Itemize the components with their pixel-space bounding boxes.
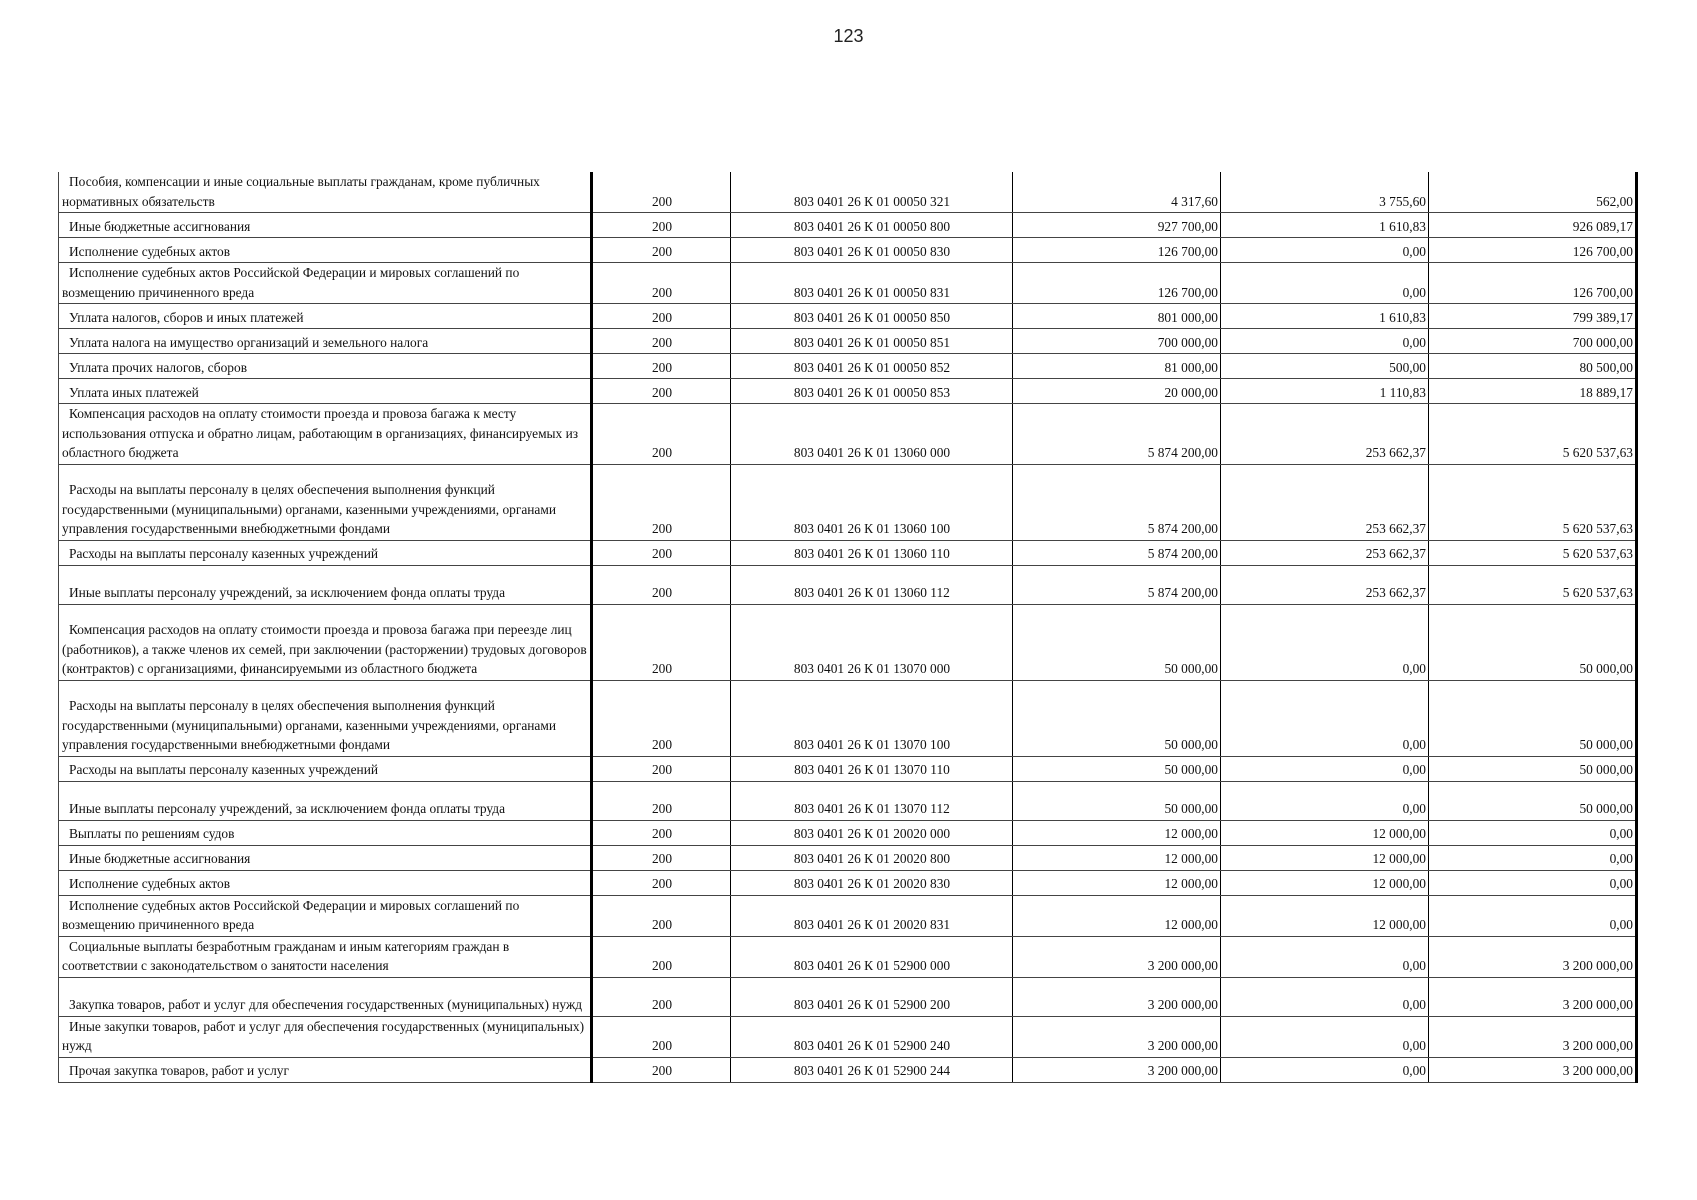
approved-amount-cell: 927 700,00 — [1013, 213, 1221, 238]
table-row — [59, 756, 1637, 781]
unexecuted-amount-cell: 50 000,00 — [1429, 680, 1637, 756]
row-name-cell — [59, 895, 592, 936]
row-name-cell — [59, 404, 592, 465]
budget-code-cell: 803 0401 26 К 01 13070 100 — [731, 680, 1013, 756]
unexecuted-amount-cell: 3 200 000,00 — [1429, 977, 1637, 1016]
executed-amount-cell: 253 662,37 — [1221, 404, 1429, 465]
row-name-text: Расходы на выплаты персоналу казенных учреждений — [69, 546, 379, 561]
executed-amount-cell: 253 662,37 — [1221, 565, 1429, 604]
executed-amount-cell: 12 000,00 — [1221, 845, 1429, 870]
line-code-cell: 200 — [592, 756, 731, 781]
line-code-cell: 200 — [592, 304, 731, 329]
row-name-cell — [59, 354, 592, 379]
row-name-cell — [59, 379, 592, 404]
approved-amount-cell: 12 000,00 — [1013, 845, 1221, 870]
row-name-text: Иные выплаты персоналу учреждений, за исключением фонда оплаты труда — [69, 801, 506, 816]
executed-amount-cell: 253 662,37 — [1221, 464, 1429, 540]
line-code-cell: 200 — [592, 213, 731, 238]
row-name-text: Расходы на выплаты персоналу в целях обеспечения выполнения функций государственными (муниципальными) органами, казенными учреждениями, органами управления государственными внебюджетными фондами — [62, 482, 557, 536]
approved-amount-cell: 12 000,00 — [1013, 895, 1221, 936]
budget-code-cell: 803 0401 26 К 01 13060 100 — [731, 464, 1013, 540]
table-row — [59, 1016, 1637, 1057]
unexecuted-amount-cell: 0,00 — [1429, 820, 1637, 845]
table-row — [59, 820, 1637, 845]
budget-code-cell: 803 0401 26 К 01 00050 850 — [731, 304, 1013, 329]
unexecuted-amount-cell: 5 620 537,63 — [1429, 404, 1637, 465]
approved-amount-cell: 5 874 200,00 — [1013, 540, 1221, 565]
unexecuted-amount-cell: 50 000,00 — [1429, 604, 1637, 680]
unexecuted-amount-cell: 926 089,17 — [1429, 213, 1637, 238]
approved-amount-cell: 801 000,00 — [1013, 304, 1221, 329]
approved-amount-cell: 20 000,00 — [1013, 379, 1221, 404]
executed-amount-cell: 0,00 — [1221, 756, 1429, 781]
budget-code-cell: 803 0401 26 К 01 13060 000 — [731, 404, 1013, 465]
unexecuted-amount-cell: 50 000,00 — [1429, 781, 1637, 820]
budget-code-cell: 803 0401 26 К 01 52900 240 — [731, 1016, 1013, 1057]
budget-code-cell: 803 0401 26 К 01 00050 830 — [731, 238, 1013, 263]
approved-amount-cell: 3 200 000,00 — [1013, 1016, 1221, 1057]
line-code-cell: 200 — [592, 329, 731, 354]
line-code-cell: 200 — [592, 172, 731, 213]
unexecuted-amount-cell: 0,00 — [1429, 845, 1637, 870]
budget-code-cell: 803 0401 26 К 01 00050 800 — [731, 213, 1013, 238]
line-code-cell: 200 — [592, 1057, 731, 1082]
approved-amount-cell: 5 874 200,00 — [1013, 464, 1221, 540]
row-name-text: Уплата прочих налогов, сборов — [69, 359, 248, 375]
unexecuted-amount-cell: 18 889,17 — [1429, 379, 1637, 404]
table-row — [59, 845, 1637, 870]
table-row — [59, 895, 1637, 936]
row-name-cell — [59, 870, 592, 895]
table-row — [59, 329, 1637, 354]
table-row — [59, 354, 1637, 379]
page-number: 123 — [833, 26, 864, 46]
table-row — [59, 379, 1637, 404]
approved-amount-cell: 50 000,00 — [1013, 604, 1221, 680]
line-code-cell: 200 — [592, 820, 731, 845]
table-row — [59, 464, 1637, 540]
row-name-text: Закупка товаров, работ и услуг для обеспечения государственных (муниципальных) нужд — [69, 997, 583, 1012]
approved-amount-cell: 5 874 200,00 — [1013, 565, 1221, 604]
line-code-cell: 200 — [592, 238, 731, 263]
table-row — [59, 936, 1637, 977]
table-row — [59, 263, 1637, 304]
line-code-cell: 200 — [592, 604, 731, 680]
row-name-text: Исполнение судебных актов Российской Федерации и мировых соглашений по возмещению причиненного вреда — [62, 897, 520, 932]
unexecuted-amount-cell: 0,00 — [1429, 895, 1637, 936]
budget-code-cell: 803 0401 26 К 01 13070 112 — [731, 781, 1013, 820]
executed-amount-cell: 500,00 — [1221, 354, 1429, 379]
executed-amount-cell: 0,00 — [1221, 238, 1429, 263]
row-name-cell — [59, 820, 592, 845]
unexecuted-amount-cell: 3 200 000,00 — [1429, 1016, 1637, 1057]
table-row — [59, 172, 1637, 213]
budget-code-cell: 803 0401 26 К 01 00050 831 — [731, 263, 1013, 304]
line-code-cell: 200 — [592, 263, 731, 304]
row-name-text: Пособия, компенсации и иные социальные выплаты гражданам, кроме публичных нормативных обязательств — [62, 174, 540, 209]
row-name-cell — [59, 329, 592, 354]
row-name-cell — [59, 540, 592, 565]
executed-amount-cell: 1 610,83 — [1221, 213, 1429, 238]
line-code-cell: 200 — [592, 781, 731, 820]
row-name-cell — [59, 1057, 592, 1082]
row-name-cell — [59, 565, 592, 604]
executed-amount-cell: 0,00 — [1221, 781, 1429, 820]
executed-amount-cell: 0,00 — [1221, 1016, 1429, 1057]
table-row — [59, 404, 1637, 465]
line-code-cell: 200 — [592, 1016, 731, 1057]
table-row — [59, 1057, 1637, 1082]
approved-amount-cell: 81 000,00 — [1013, 354, 1221, 379]
budget-code-cell: 803 0401 26 К 01 13070 000 — [731, 604, 1013, 680]
row-name-text: Уплата налогов, сборов и иных платежей — [69, 309, 304, 325]
row-name-cell — [59, 936, 592, 977]
table-row — [59, 565, 1637, 604]
budget-execution-table — [58, 172, 1638, 1083]
line-code-cell: 200 — [592, 464, 731, 540]
table-row — [59, 540, 1637, 565]
table-row — [59, 213, 1637, 238]
row-name-cell — [59, 464, 592, 540]
executed-amount-cell: 12 000,00 — [1221, 820, 1429, 845]
budget-code-cell: 803 0401 26 К 01 00050 851 — [731, 329, 1013, 354]
unexecuted-amount-cell: 700 000,00 — [1429, 329, 1637, 354]
unexecuted-amount-cell: 3 200 000,00 — [1429, 1057, 1637, 1082]
row-name-cell — [59, 977, 592, 1016]
executed-amount-cell: 1 110,83 — [1221, 379, 1429, 404]
line-code-cell: 200 — [592, 936, 731, 977]
row-name-cell — [59, 680, 592, 756]
row-name-text: Компенсация расходов на оплату стоимости проезда и провоза багажа к месту использования отпуска и обратно лицам, работающим в организациях, финансируемых из областного бюджета — [62, 406, 579, 460]
budget-code-cell: 803 0401 26 К 01 52900 200 — [731, 977, 1013, 1016]
row-name-text: Прочая закупка товаров, работ и услуг — [69, 1063, 289, 1078]
line-code-cell: 200 — [592, 680, 731, 756]
table-row — [59, 604, 1637, 680]
row-name-text: Иные бюджетные ассигнования — [69, 851, 251, 866]
budget-code-cell: 803 0401 26 К 01 13060 112 — [731, 565, 1013, 604]
table-row — [59, 680, 1637, 756]
budget-code-cell: 803 0401 26 К 01 13060 110 — [731, 540, 1013, 565]
approved-amount-cell: 50 000,00 — [1013, 680, 1221, 756]
row-name-cell — [59, 756, 592, 781]
executed-amount-cell: 253 662,37 — [1221, 540, 1429, 565]
budget-code-cell: 803 0401 26 К 01 20020 000 — [731, 820, 1013, 845]
executed-amount-cell: 0,00 — [1221, 680, 1429, 756]
approved-amount-cell: 5 874 200,00 — [1013, 404, 1221, 465]
row-name-text: Исполнение судебных актов Российской Федерации и мировых соглашений по возмещению причиненного вреда — [62, 265, 520, 300]
row-name-text: Компенсация расходов на оплату стоимости проезда и провоза багажа при переезде лиц (работников), а также членов их семей, при заключении (расторжении) трудовых договоров (контрактов) с организациями, финансируемыми из областного бюджета — [62, 622, 587, 676]
line-code-cell: 200 — [592, 977, 731, 1016]
unexecuted-amount-cell: 126 700,00 — [1429, 263, 1637, 304]
row-name-text: Исполнение судебных актов — [69, 243, 231, 259]
executed-amount-cell: 0,00 — [1221, 263, 1429, 304]
approved-amount-cell: 3 200 000,00 — [1013, 1057, 1221, 1082]
line-code-cell: 200 — [592, 895, 731, 936]
row-name-cell — [59, 781, 592, 820]
row-name-text: Исполнение судебных актов — [69, 876, 231, 891]
approved-amount-cell: 3 200 000,00 — [1013, 936, 1221, 977]
line-code-cell: 200 — [592, 565, 731, 604]
approved-amount-cell: 12 000,00 — [1013, 870, 1221, 895]
budget-code-cell: 803 0401 26 К 01 13070 110 — [731, 756, 1013, 781]
row-name-text: Выплаты по решениям судов — [69, 826, 235, 841]
unexecuted-amount-cell: 799 389,17 — [1429, 304, 1637, 329]
table-body — [59, 172, 1637, 1082]
unexecuted-amount-cell: 5 620 537,63 — [1429, 464, 1637, 540]
approved-amount-cell: 50 000,00 — [1013, 781, 1221, 820]
row-name-text: Расходы на выплаты персоналу в целях обеспечения выполнения функций государственными (муниципальными) органами, казенными учреждениями, органами управления государственными внебюджетными фондами — [62, 698, 557, 752]
row-name-cell — [59, 304, 592, 329]
executed-amount-cell: 0,00 — [1221, 329, 1429, 354]
budget-code-cell: 803 0401 26 К 01 00050 853 — [731, 379, 1013, 404]
unexecuted-amount-cell: 562,00 — [1429, 172, 1637, 213]
executed-amount-cell: 1 610,83 — [1221, 304, 1429, 329]
unexecuted-amount-cell: 3 200 000,00 — [1429, 936, 1637, 977]
table-row — [59, 870, 1637, 895]
unexecuted-amount-cell: 0,00 — [1429, 870, 1637, 895]
table-row — [59, 238, 1637, 263]
line-code-cell: 200 — [592, 404, 731, 465]
budget-code-cell: 803 0401 26 К 01 00050 321 — [731, 172, 1013, 213]
approved-amount-cell: 3 200 000,00 — [1013, 977, 1221, 1016]
row-name-text: Уплата налога на имущество организаций и земельного налога — [69, 334, 429, 350]
row-name-text: Социальные выплаты безработным гражданам и иным категориям граждан в соответствии с законодательством о занятости населения — [62, 938, 510, 973]
row-name-cell — [59, 213, 592, 238]
executed-amount-cell: 0,00 — [1221, 604, 1429, 680]
line-code-cell: 200 — [592, 870, 731, 895]
budget-code-cell: 803 0401 26 К 01 52900 244 — [731, 1057, 1013, 1082]
row-name-cell — [59, 604, 592, 680]
table-row — [59, 977, 1637, 1016]
executed-amount-cell: 0,00 — [1221, 936, 1429, 977]
table-row — [59, 304, 1637, 329]
unexecuted-amount-cell: 126 700,00 — [1429, 238, 1637, 263]
row-name-cell — [59, 238, 592, 263]
row-name-text: Иные бюджетные ассигнования — [69, 218, 251, 234]
executed-amount-cell: 0,00 — [1221, 977, 1429, 1016]
row-name-text: Уплата иных платежей — [69, 384, 199, 400]
executed-amount-cell: 0,00 — [1221, 1057, 1429, 1082]
row-name-text: Расходы на выплаты персоналу казенных учреждений — [69, 762, 379, 777]
executed-amount-cell: 12 000,00 — [1221, 870, 1429, 895]
budget-code-cell: 803 0401 26 К 01 00050 852 — [731, 354, 1013, 379]
line-code-cell: 200 — [592, 540, 731, 565]
approved-amount-cell: 700 000,00 — [1013, 329, 1221, 354]
approved-amount-cell: 4 317,60 — [1013, 172, 1221, 213]
budget-code-cell: 803 0401 26 К 01 20020 830 — [731, 870, 1013, 895]
budget-code-cell: 803 0401 26 К 01 52900 000 — [731, 936, 1013, 977]
unexecuted-amount-cell: 80 500,00 — [1429, 354, 1637, 379]
row-name-cell — [59, 845, 592, 870]
approved-amount-cell: 126 700,00 — [1013, 238, 1221, 263]
row-name-text: Иные закупки товаров, работ и услуг для обеспечения государственных (муниципальных) нужд — [62, 1018, 585, 1053]
executed-amount-cell: 3 755,60 — [1221, 172, 1429, 213]
row-name-cell — [59, 172, 592, 213]
executed-amount-cell: 12 000,00 — [1221, 895, 1429, 936]
line-code-cell: 200 — [592, 845, 731, 870]
budget-code-cell: 803 0401 26 К 01 20020 831 — [731, 895, 1013, 936]
approved-amount-cell: 12 000,00 — [1013, 820, 1221, 845]
row-name-cell — [59, 263, 592, 304]
unexecuted-amount-cell: 50 000,00 — [1429, 756, 1637, 781]
line-code-cell: 200 — [592, 354, 731, 379]
row-name-cell — [59, 1016, 592, 1057]
budget-code-cell: 803 0401 26 К 01 20020 800 — [731, 845, 1013, 870]
table-row — [59, 781, 1637, 820]
approved-amount-cell: 50 000,00 — [1013, 756, 1221, 781]
line-code-cell: 200 — [592, 379, 731, 404]
approved-amount-cell: 126 700,00 — [1013, 263, 1221, 304]
row-name-text: Иные выплаты персоналу учреждений, за исключением фонда оплаты труда — [69, 585, 506, 600]
unexecuted-amount-cell: 5 620 537,63 — [1429, 565, 1637, 604]
unexecuted-amount-cell: 5 620 537,63 — [1429, 540, 1637, 565]
